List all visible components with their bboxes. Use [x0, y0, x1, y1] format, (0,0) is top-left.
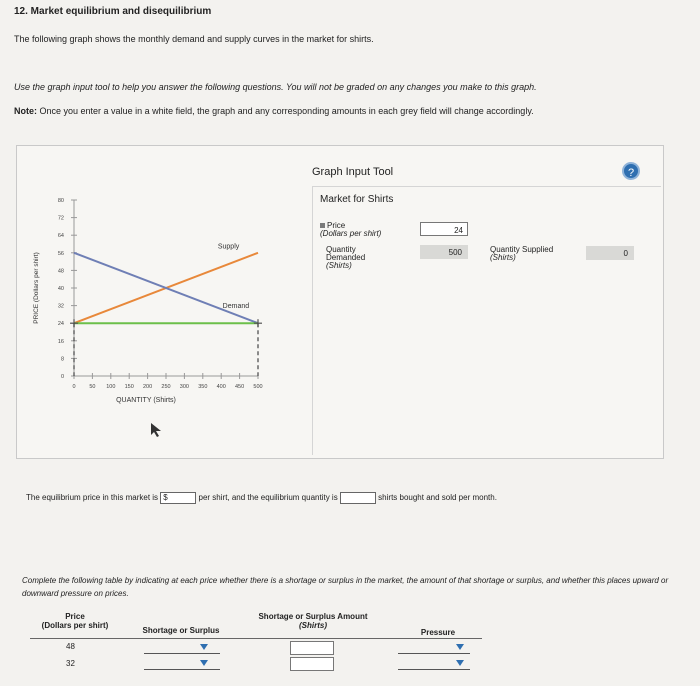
dropdown-underline	[398, 669, 470, 670]
help-icon[interactable]: ?	[622, 162, 640, 180]
dropdown-underline	[144, 669, 220, 670]
y-tick-label: 40	[57, 286, 64, 292]
x-tick-label: 150	[124, 384, 134, 390]
market-title: Market for Shirts	[320, 194, 394, 205]
note-body: Once you enter a value in a white field, the graph and any corresponding amounts in each grey field will change accordingly.	[39, 106, 534, 116]
x-tick-label: 450	[235, 384, 245, 390]
graph-tool-title: Graph Input Tool	[312, 166, 394, 178]
quantity-supplied-value: 0	[586, 246, 634, 260]
y-tick-label: 48	[57, 268, 64, 275]
amount-input[interactable]	[290, 657, 334, 671]
y-tick-label: 56	[57, 250, 64, 257]
col-price-header	[30, 612, 120, 630]
qs-label: Quantity Supplied	[490, 245, 554, 254]
y-axis-label: PRICE (Dollars per shirt)	[33, 252, 40, 324]
col-price-sub: (Dollars per shirt)	[41, 621, 109, 630]
shortage-surplus-dropdown[interactable]	[144, 660, 220, 670]
eq-text-3: shirts bought and sold per month.	[378, 493, 497, 503]
demand-label: Demand	[222, 302, 250, 310]
col-shortage-header: Shortage or Surplus	[142, 626, 220, 635]
x-tick-label: 250	[161, 384, 171, 390]
price-label: Price	[327, 221, 346, 230]
x-tick-label: 400	[216, 384, 226, 390]
instructions-text: Use the graph input tool to help you answer the following questions. You will not be graded on any changes you make to this graph.	[14, 82, 537, 92]
qd-sub-label: (Shirts)	[326, 261, 352, 270]
qd-label-2: Demanded	[326, 253, 366, 262]
qd-label-group	[326, 246, 365, 270]
amount-input[interactable]	[290, 641, 334, 655]
col-amount-sub: (Shirts)	[299, 621, 327, 630]
pressure-dropdown[interactable]	[398, 644, 470, 654]
y-tick-label: 24	[57, 321, 64, 328]
dropdown-caret-icon	[200, 644, 208, 650]
y-tick-label: 32	[57, 303, 64, 310]
col-price-label: Price	[65, 612, 85, 621]
y-tick-label: 64	[57, 233, 64, 240]
page-title: 12. Market equilibrium and disequilibrium	[14, 6, 212, 17]
y-tick-label: 0	[60, 374, 64, 380]
price-sub-label: (Dollars per shirt)	[320, 229, 382, 238]
equilibrium-price-input[interactable]: $	[160, 492, 196, 504]
qs-label-group	[490, 246, 553, 262]
market-chart[interactable]	[20, 190, 310, 430]
price-input[interactable]: 24	[420, 222, 468, 236]
drag-handle-icon[interactable]	[320, 223, 325, 228]
qd-label-1: Quantity	[326, 245, 356, 254]
x-axis-label: QUANTITY (Shirts)	[116, 397, 176, 404]
equilibrium-question	[26, 492, 497, 504]
col-amount-header	[240, 612, 386, 630]
dropdown-underline	[144, 653, 220, 654]
dropdown-caret-icon	[200, 660, 208, 666]
supply-label: Supply	[217, 243, 240, 251]
pressure-dropdown[interactable]	[398, 660, 470, 670]
col-amount-label: Shortage or Surplus Amount	[258, 612, 368, 621]
cursor-icon	[150, 422, 164, 438]
y-tick-label: 80	[57, 198, 64, 204]
x-tick-label: 0	[72, 384, 76, 390]
y-tick-label: 16	[57, 338, 64, 345]
table-header-divider	[30, 638, 482, 639]
price-label-group	[320, 222, 381, 238]
x-tick-label: 350	[198, 384, 208, 390]
quantity-demanded-value: 500	[420, 245, 468, 259]
intro-text: The following graph shows the monthly demand and supply curves in the market for shirts.	[14, 34, 374, 44]
x-tick-label: 300	[179, 384, 189, 390]
x-tick-label: 100	[106, 384, 116, 390]
dropdown-underline	[398, 653, 470, 654]
table-instructions: Complete the following table by indicating at each price whether there is a shortage or surplus in the market, the amount of that shortage or surplus, and whether this places upward or downward pressure on prices.	[22, 576, 669, 598]
eq-text-2: per shirt, and the equilibrium quantity is	[198, 493, 338, 503]
eq-text-1: The equilibrium price in this market is	[26, 493, 159, 503]
y-tick-label: 8	[60, 356, 64, 363]
note-label: Note:	[14, 106, 37, 116]
row-price: 48	[66, 642, 75, 651]
shortage-surplus-dropdown[interactable]	[144, 644, 220, 654]
qs-sub-label: (Shirts)	[490, 253, 516, 262]
row-price: 32	[66, 659, 75, 668]
note-text	[14, 106, 534, 116]
dropdown-caret-icon	[456, 660, 464, 666]
equilibrium-quantity-input[interactable]	[340, 492, 376, 504]
col-pressure-header: Pressure	[420, 628, 456, 637]
y-tick-label: 72	[57, 215, 64, 222]
x-tick-label: 200	[143, 384, 153, 390]
dropdown-caret-icon	[456, 644, 464, 650]
x-tick-label: 500	[253, 384, 263, 390]
x-tick-label: 50	[89, 384, 96, 390]
